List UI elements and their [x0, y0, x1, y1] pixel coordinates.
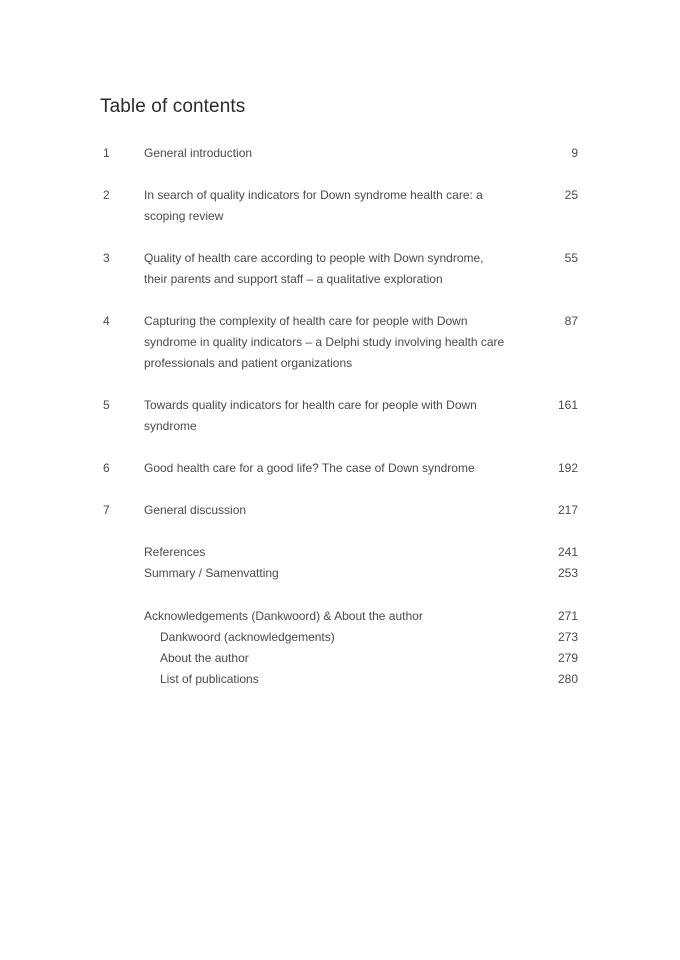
entry-title: List of publications: [160, 672, 259, 686]
toc-chapter-2: [100, 185, 578, 227]
chapter-number: 2: [103, 188, 110, 202]
page-number: 280: [557, 672, 578, 686]
page-number: 241: [557, 545, 578, 559]
entry-title: Dankwoord (acknowledgements): [160, 630, 335, 644]
toc-chapter-6: [100, 458, 578, 479]
chapter-number: 5: [103, 398, 110, 412]
toc-entry-acknowledgements: [100, 606, 578, 627]
toc-chapter-4: [100, 311, 578, 374]
page-title: Table of contents: [100, 96, 246, 117]
entry-title: Summary / Samenvatting: [144, 566, 279, 580]
toc-entry-references: [100, 542, 578, 563]
chapter-title: General discussion: [144, 503, 247, 517]
entry-title: References: [144, 545, 206, 559]
page-number: 217: [557, 503, 578, 517]
chapter-number: 6: [103, 461, 110, 475]
chapter-title: Towards quality indicators for health care for people with Down syndrome: [144, 398, 477, 433]
toc-acknowledgements: [100, 606, 578, 690]
chapter-number: 1: [103, 146, 110, 160]
page-number: 161: [557, 398, 578, 412]
table-of-contents: [100, 143, 578, 712]
entry-title: Acknowledgements (Dankwoord) & About the author: [144, 609, 423, 623]
page-number: 271: [557, 609, 578, 623]
chapter-title: General introduction: [144, 146, 253, 160]
page-number: 192: [557, 461, 578, 475]
toc-chapter-5: [100, 395, 578, 437]
page-number: 9: [571, 146, 578, 160]
chapter-title: Quality of health care according to people with Down syndrome, their parents and support staff – a qualitative exploration: [144, 251, 484, 286]
toc-subentry-about-author: [100, 648, 578, 669]
chapter-number: 7: [103, 503, 110, 517]
toc-chapter-1: [100, 143, 578, 164]
chapter-title: Good health care for a good life? The case of Down syndrome: [144, 461, 475, 475]
toc-entry-summary: [100, 563, 578, 584]
toc-subentry-dankwoord: [100, 627, 578, 648]
chapter-number: 3: [103, 251, 110, 265]
toc-chapter-3: [100, 248, 578, 290]
page-number: 279: [557, 651, 578, 665]
toc-back-matter: [100, 542, 578, 584]
toc-chapter-7: [100, 500, 578, 521]
page-number: 87: [564, 314, 578, 328]
chapter-number: 4: [103, 314, 110, 328]
chapter-title: In search of quality indicators for Down syndrome health care: a scoping review: [144, 188, 483, 223]
page-number: 55: [564, 251, 578, 265]
page-number: 253: [557, 566, 578, 580]
entry-title: About the author: [160, 651, 249, 665]
toc-subentry-publications: [100, 669, 578, 690]
page-number: 25: [564, 188, 578, 202]
page-number: 273: [557, 630, 578, 644]
chapter-title: Capturing the complexity of health care for people with Down syndrome in quality indicators – a Delphi study involving health care professionals and patient organizations: [144, 314, 505, 370]
